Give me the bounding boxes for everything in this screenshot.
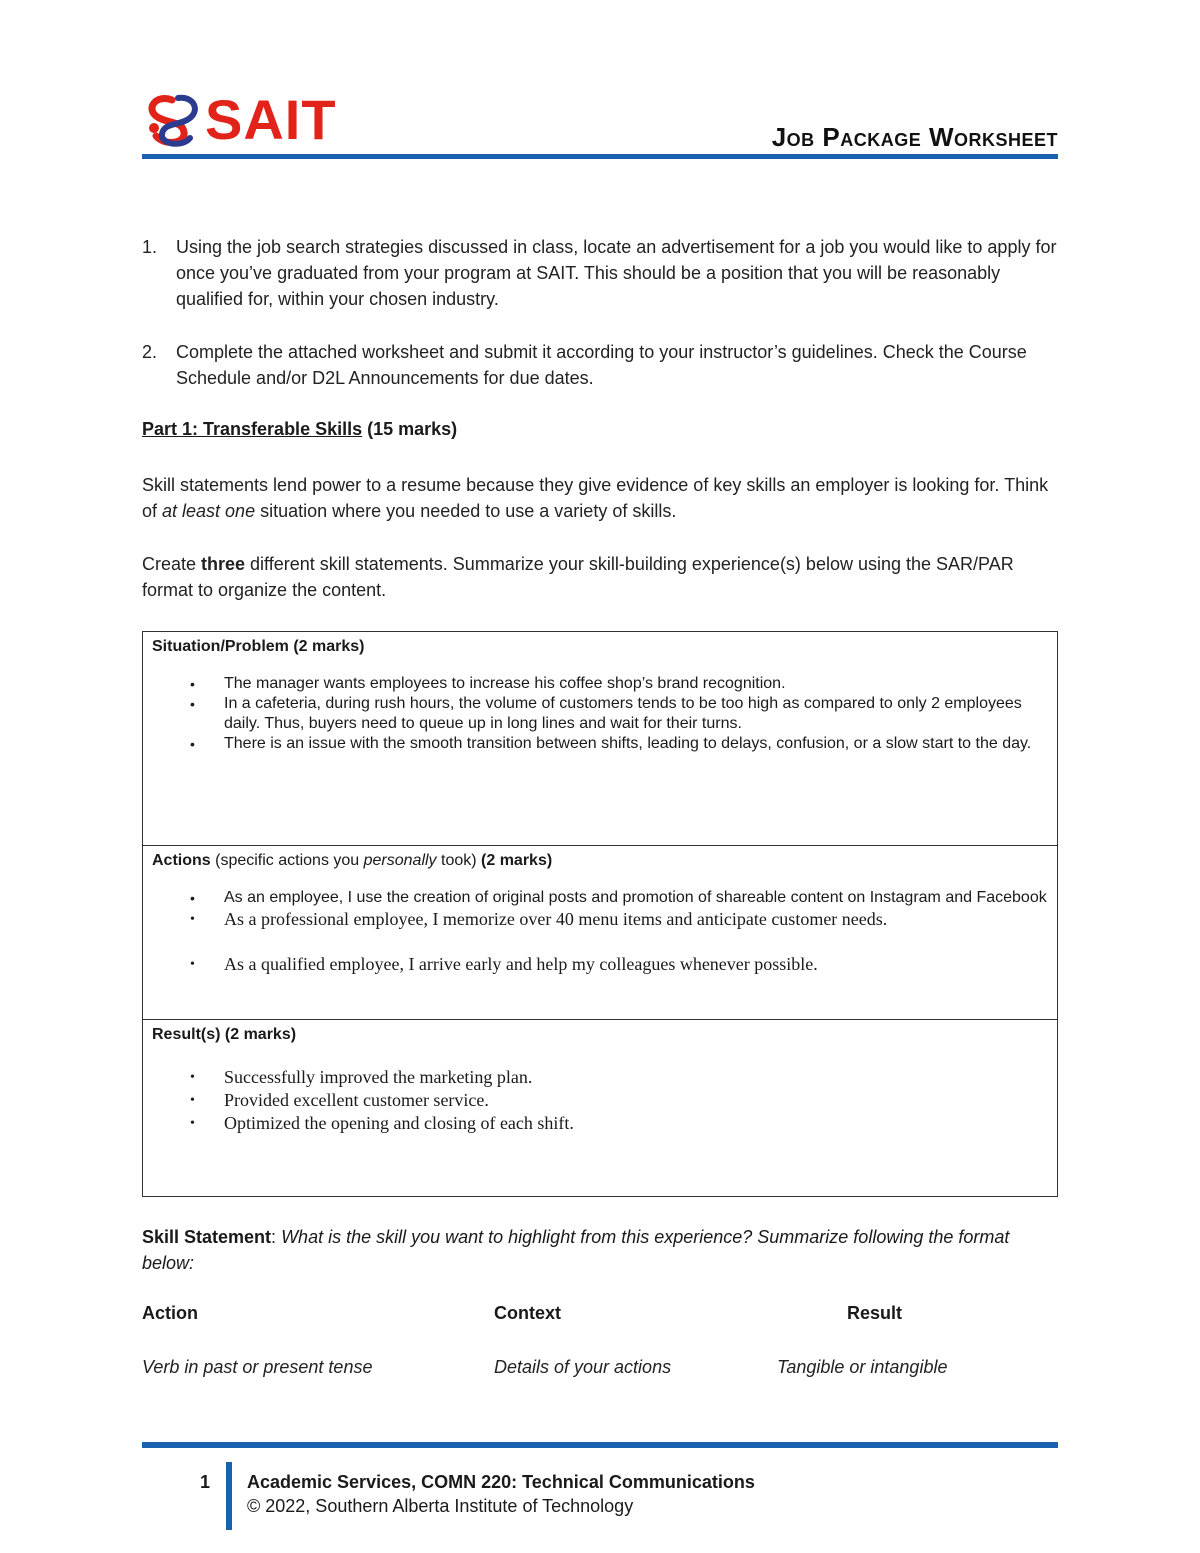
skill-statement-question: What is the skill you want to highlight from this experience? Summarize following the format below:: [142, 1227, 1010, 1273]
bullet-icon: •: [190, 736, 195, 752]
instruction-number: 2.: [142, 342, 158, 362]
bullet-icon: •: [190, 1070, 195, 1085]
part1-instructions: [142, 551, 1058, 603]
bullet-icon: •: [190, 1093, 195, 1108]
skill-statement-prompt: Skill Statement: What is the skill you want to highlight from this experience? Summarize following the format below:: [142, 1227, 1010, 1273]
part1-intro-text-end: situation where you needed to use a variety of skills.: [255, 501, 677, 521]
bullet-icon: •: [190, 1116, 195, 1131]
list-item: • In a cafeteria, during rush hours, the volume of customers tends to be too high as compared to only 2 employees daily. Thus, buyers need to queue up in long lines and wait for their turns.: [190, 695, 1022, 732]
skill-statement-label: Skill Statement: [142, 1227, 272, 1247]
part1-title: Part 1: Transferable Skills: [142, 419, 363, 439]
actions-heading: Actions (specific actions you personally took) (2 marks): [152, 852, 553, 869]
list-item: • The manager wants employees to increase his coffee shop’s brand recognition.: [190, 675, 786, 692]
sar-table: [142, 631, 1058, 1197]
logo-wordmark: SAIT: [205, 88, 337, 151]
format-col-action-desc: Verb in past or present tense: [142, 1357, 373, 1377]
header-rule: [142, 154, 1058, 159]
part1-intro: [142, 472, 1058, 524]
format-col-result-desc: Tangible or intangible: [777, 1357, 948, 1377]
footer-copyright: © 2022, Southern Alberta Institute of Technology: [247, 1496, 634, 1516]
part1-intro-text: Skill statements lend power to a resume because they give evidence of key skills an employer is looking for. Think of: [142, 475, 1049, 521]
part1-instr-text: Create: [142, 554, 202, 574]
part1-intro-emphasis: at least one: [162, 501, 256, 521]
list-item: • Optimized the opening and closing of each shift.: [190, 1113, 574, 1133]
list-item: • As a qualified employee, I arrive early and help my colleagues whenever possible.: [190, 954, 818, 974]
format-col-action-title: Action: [142, 1303, 198, 1323]
part1-marks: (15 marks): [367, 419, 458, 439]
bullet-icon: •: [190, 696, 195, 712]
instruction-item-2: [142, 339, 1058, 393]
instruction-text: Complete the attached worksheet and submit it according to your instructor’s guidelines. Check the Course Schedule and/or D2L Announcements for due dates.: [176, 342, 1027, 388]
list-item: • Successfully improved the marketing plan.: [190, 1067, 533, 1087]
bullet-icon: •: [190, 890, 195, 906]
instruction-item-1: [142, 234, 1058, 314]
part1-instr-text-end: different skill statements. Summarize your skill-building experience(s) below using the SAR/PAR format to organize the content.: [142, 554, 1014, 600]
footer-divider: [226, 1462, 232, 1530]
list-item: • As an employee, I use the creation of original posts and promotion of shareable content on Instagram and Facebook: [190, 889, 1047, 906]
actions-list: [152, 888, 1048, 976]
instruction-text: Using the job search strategies discussed in class, locate an advertisement for a job you would like to apply for once you’ve graduated from your program at SAIT. This should be a position that you will be reasonably qualified for, within your chosen industry.: [176, 237, 1057, 309]
situation-heading: Situation/Problem (2 marks): [152, 638, 365, 655]
page-title: Job Package Worksheet: [771, 122, 1058, 152]
page-number: 1: [200, 1472, 211, 1492]
format-col-context-title: Context: [494, 1303, 561, 1323]
list-item: • Provided excellent customer service.: [190, 1090, 489, 1110]
list-item: • There is an issue with the smooth transition between shifts, leading to delays, confusion, or a slow start to the day.: [190, 735, 1032, 752]
bullet-icon: •: [190, 912, 195, 927]
sait-logo: [142, 92, 202, 148]
situation-row: [143, 632, 1057, 846]
format-col-result-title: Result: [847, 1303, 903, 1323]
results-row: [143, 1020, 1057, 1196]
footer-rule: [142, 1442, 1058, 1448]
instruction-number: 1.: [142, 237, 158, 257]
bullet-icon: •: [190, 957, 195, 972]
part1-heading: [142, 419, 457, 440]
sait-logo-mark-icon: [142, 92, 204, 148]
bullet-icon: •: [190, 676, 195, 692]
results-heading: Result(s) (2 marks): [152, 1026, 297, 1043]
format-col-context-desc: Details of your actions: [494, 1357, 672, 1377]
part1-instr-strong: three: [201, 554, 246, 574]
situation-list: [152, 674, 1048, 754]
footer-course: Academic Services, COMN 220: Technical Communications: [247, 1472, 755, 1492]
list-item: • As a professional employee, I memorize over 40 menu items and anticipate customer needs.: [190, 909, 888, 929]
results-list: [152, 1066, 1048, 1135]
actions-row: [143, 846, 1057, 1020]
